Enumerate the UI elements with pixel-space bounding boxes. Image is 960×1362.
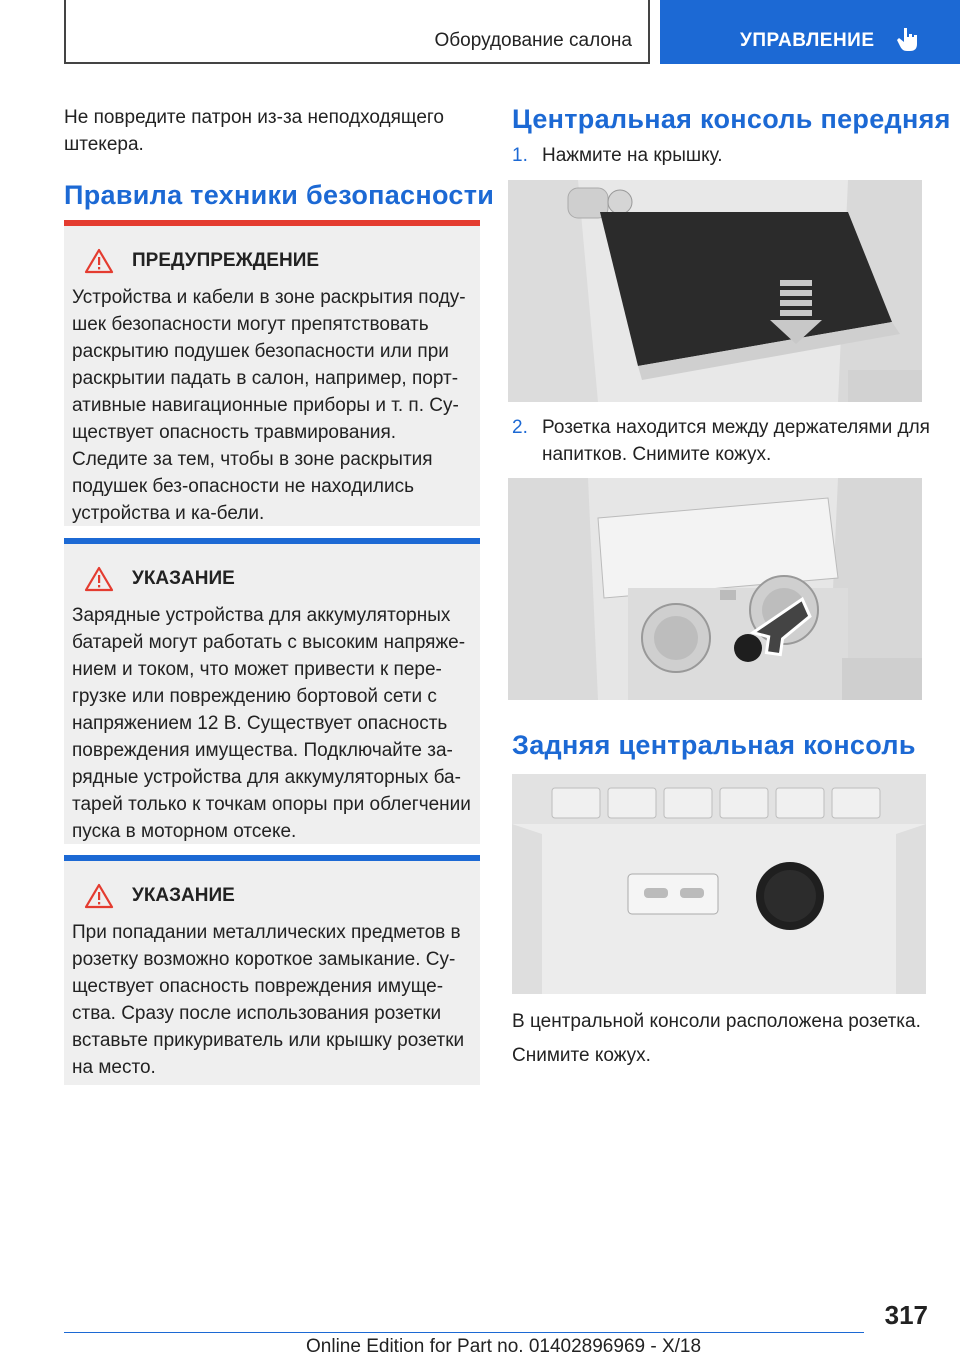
front-console-cover-illustration: [508, 180, 922, 402]
safety-heading: Правила техники безопасности: [64, 180, 495, 210]
notice-2-title: УКАЗАНИЕ: [132, 885, 235, 906]
warning-triangle-icon: [84, 566, 114, 592]
rear-console-description: В центральной консоли расположена розетка.: [512, 1011, 921, 1032]
warning-triangle-icon: [84, 248, 114, 274]
header-section-box: [64, 0, 650, 64]
front-console-heading: Центральная консоль передняя: [512, 104, 951, 134]
step-2-number: 2.: [512, 417, 528, 438]
step-2: [512, 414, 932, 470]
socket-cupholders-illustration: [508, 478, 922, 700]
intro-paragraph: Не повредите патрон из-за неподходящего штекера.: [64, 107, 444, 155]
header-chapter-title: УПРАВЛЕНИЕ: [740, 30, 875, 51]
notice-1-title: УКАЗАНИЕ: [132, 568, 235, 589]
page-number: 317: [884, 1300, 928, 1330]
warning-text: Устройства и кабели в зоне раскрытия поду-шек безопасности могут препятствовать раскрытию подушек безопасности или при раскрытии падать в салон, например, порт-ативные навигационные приборы и т. п. Су-ществует опасность травмирования. Следите за тем, чтобы в зоне раскрытия подушек без-опасности не находились устройства и ка-бели.: [72, 287, 466, 524]
rear-console-instruction: Снимите кожух.: [512, 1045, 651, 1066]
step-1: [512, 142, 932, 170]
front-console-cover-photo: [508, 180, 922, 402]
footer-edition-text: Online Edition for Part no. 01402896969 - X/18: [306, 1336, 702, 1357]
footer-divider: [64, 1332, 864, 1333]
step-1-text: Нажмите на крышку.: [542, 145, 723, 166]
header-chapter-tab[interactable]: [660, 0, 960, 64]
step-2-text: Розетка находится между держателями для напитков. Снимите кожух.: [542, 417, 930, 465]
warning-box: [64, 220, 480, 526]
footer-edition: [306, 1336, 701, 1358]
rear-console-illustration: [512, 774, 926, 994]
rear-console-photo: [512, 774, 926, 994]
hand-pointer-icon: [896, 26, 920, 52]
step-1-number: 1.: [512, 145, 528, 166]
socket-between-cupholders-photo: [508, 478, 922, 700]
notice-box-1: [64, 538, 480, 844]
notice-2-text: При попадании металлических предметов в розетку возможно короткое замыкание. Су-ществует опасность повреждения имуще-ства. Сразу после использования розетки вставьте прикуриватель или крышку розетки на место.: [72, 922, 465, 1078]
rear-console-heading: Задняя центральная консоль: [512, 730, 916, 760]
warning-title: ПРЕДУПРЕЖДЕНИЕ: [132, 250, 320, 271]
notice-1-text: Зарядные устройства для аккумуляторных батарей могут работать с высоким напряже-нием и током, что может привести к пере-грузке или повреждению бортовой сети с напряжением 12 В. Существует опасность повреждения имущества. Подключайте за-рядные устройства для аккумуляторных ба-тарей только к точкам опоры при облегчении пуска в моторном отсеке.: [72, 605, 471, 842]
warning-triangle-icon: [84, 883, 114, 909]
header-section-title: Оборудование салона: [434, 30, 632, 51]
notice-box-2: [64, 855, 480, 1085]
